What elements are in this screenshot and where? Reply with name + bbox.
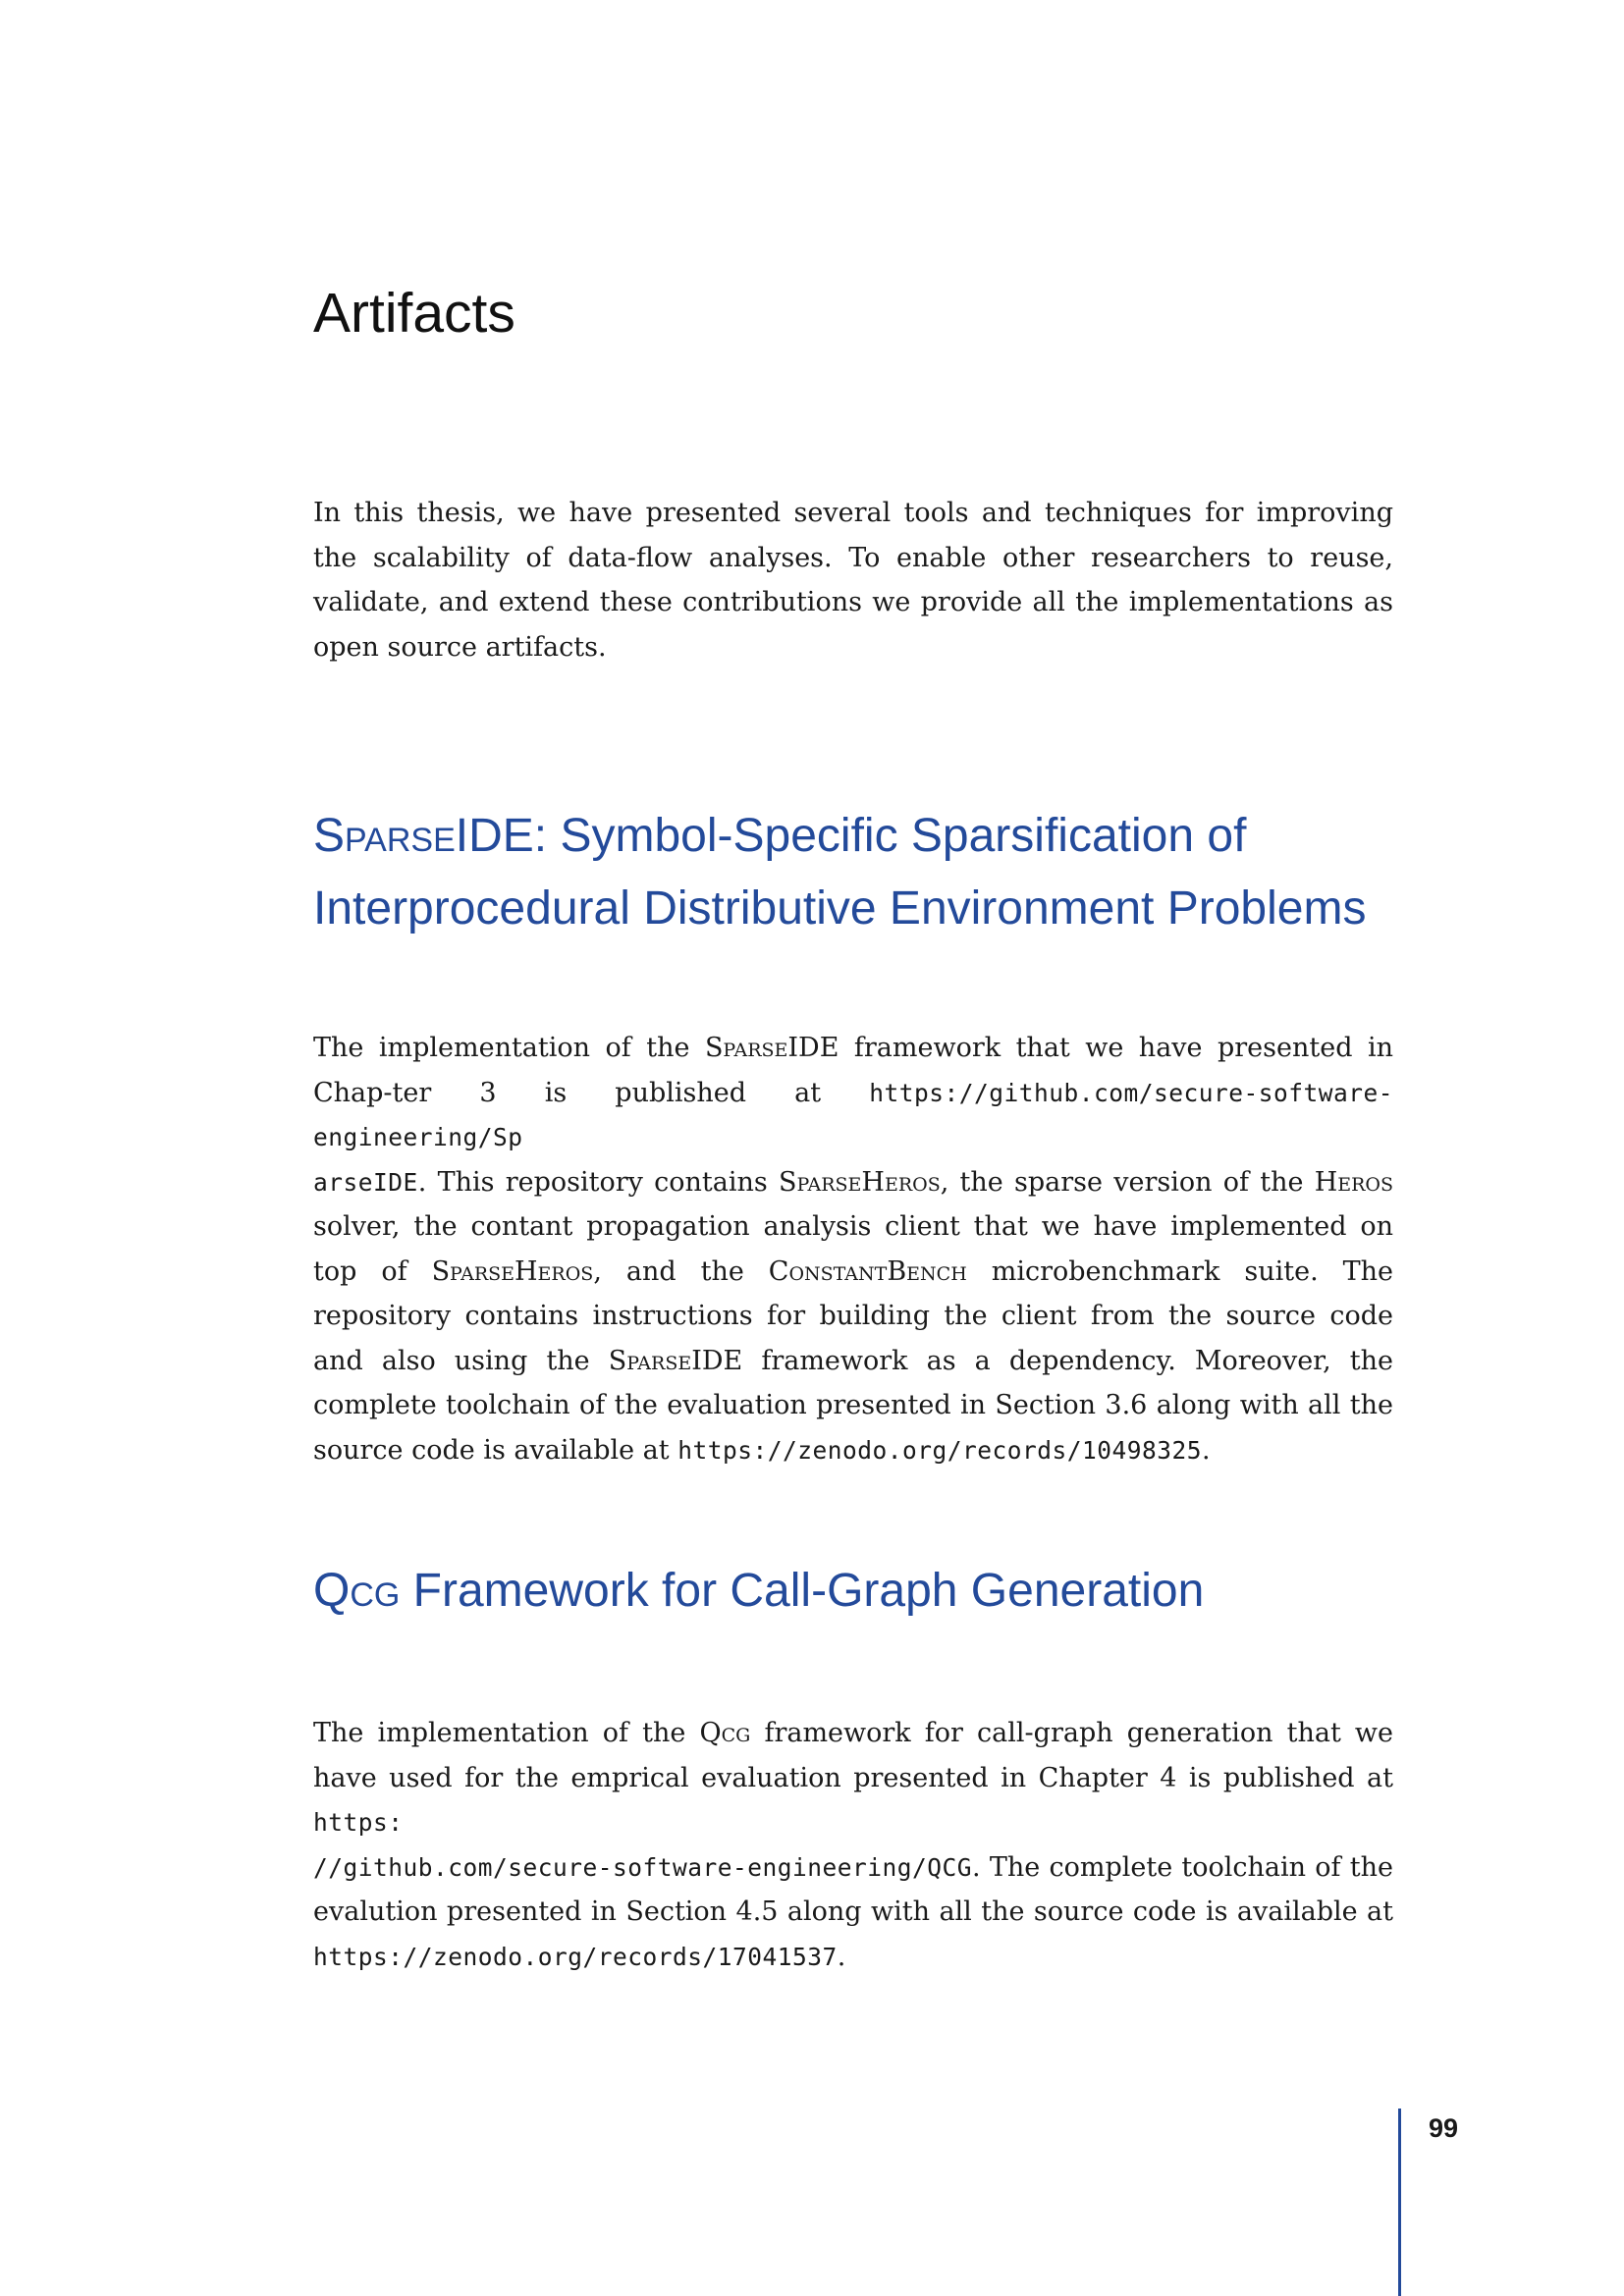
- paragraph-text: IDE framework as a dependency. Moreover, the complete toolchain of the evaluation presented in Section 3.6 along with all the source code is available at: [313, 1345, 1394, 1466]
- sparseheros-name: SparseHeros: [778, 1166, 941, 1198]
- paragraph-text: .: [837, 1941, 846, 1972]
- qcg-paragraph: [313, 1711, 1393, 1979]
- paragraph-text: framework for call-graph generation that we have used for the emprical evaluation presented in Chapter 4 is published at: [313, 1718, 1393, 1793]
- zenodo-url-link[interactable]: https://zenodo.org/records/10498325: [677, 1435, 1202, 1465]
- url-part: https:: [313, 1808, 404, 1837]
- paragraph-text: , and the: [593, 1255, 769, 1287]
- paragraph-text: . This repository contains: [417, 1166, 779, 1198]
- paragraph-text: IDE framework that we have presented in Chap-ter 3 is published at: [313, 1033, 1393, 1108]
- section-title-text-line2: Interprocedural Distributive Environment Problems: [313, 882, 1367, 934]
- paragraph-text: microbenchmark suite. The repository contains instructions for building the client from the source code and also using the: [313, 1255, 1393, 1376]
- paragraph-text: . The complete toolchain of the evalution presented in Section 4.5 along with all the source code is available at: [313, 1851, 1393, 1927]
- repository-url-link[interactable]: [313, 1808, 972, 1882]
- section-title-qcg: [313, 1555, 1204, 1628]
- paragraph-text: , the sparse version of the: [940, 1166, 1315, 1198]
- intro-paragraph: In this thesis, we have presented several tools and techniques for improving the scalability of data-flow analyses. To enable other researchers to reuse, validate, and extend these contributions we provide all the implementations as open source artifacts.: [313, 498, 1393, 663]
- url-part: https://github.com/secure-software-engineering/Sp: [313, 1078, 1393, 1151]
- chapter-title: Artifacts: [313, 282, 515, 345]
- url-part: arseIDE: [313, 1167, 418, 1197]
- section-title-text: IDE: Symbol-Specific Sparsification of: [455, 810, 1247, 862]
- section-title-sparseide: [313, 800, 1442, 945]
- sparseide-name: Sparse: [704, 1033, 788, 1063]
- page-number: 99: [1429, 2113, 1459, 2143]
- heros-name: Heros: [1314, 1166, 1394, 1198]
- sparseide-paragraph: [313, 1026, 1393, 1472]
- constantbench-name: ConstantBench: [768, 1255, 967, 1287]
- footer-rule: [1398, 2109, 1401, 2296]
- zenodo-url-link[interactable]: https://zenodo.org/records/17041537: [313, 1942, 838, 1971]
- paragraph-text: .: [1201, 1434, 1211, 1466]
- section-title-smallcaps: Sparse: [313, 810, 456, 862]
- section-title-smallcaps: Qcg: [313, 1565, 401, 1617]
- sparseheros-name: SparseHeros: [431, 1255, 594, 1287]
- url-part: //github.com/secure-software-engineering/QCG: [313, 1852, 973, 1882]
- paragraph-text: The implementation of the: [313, 1718, 700, 1748]
- paragraph-text: The implementation of the: [313, 1033, 705, 1063]
- qcg-name: Qcg: [699, 1718, 751, 1748]
- section-title-text: Framework for Call-Graph Generation: [400, 1565, 1205, 1617]
- sparseide-name: Sparse: [608, 1345, 692, 1376]
- paragraph-text: solver, the contant propagation analysis client that we have implemented on top of: [313, 1211, 1393, 1287]
